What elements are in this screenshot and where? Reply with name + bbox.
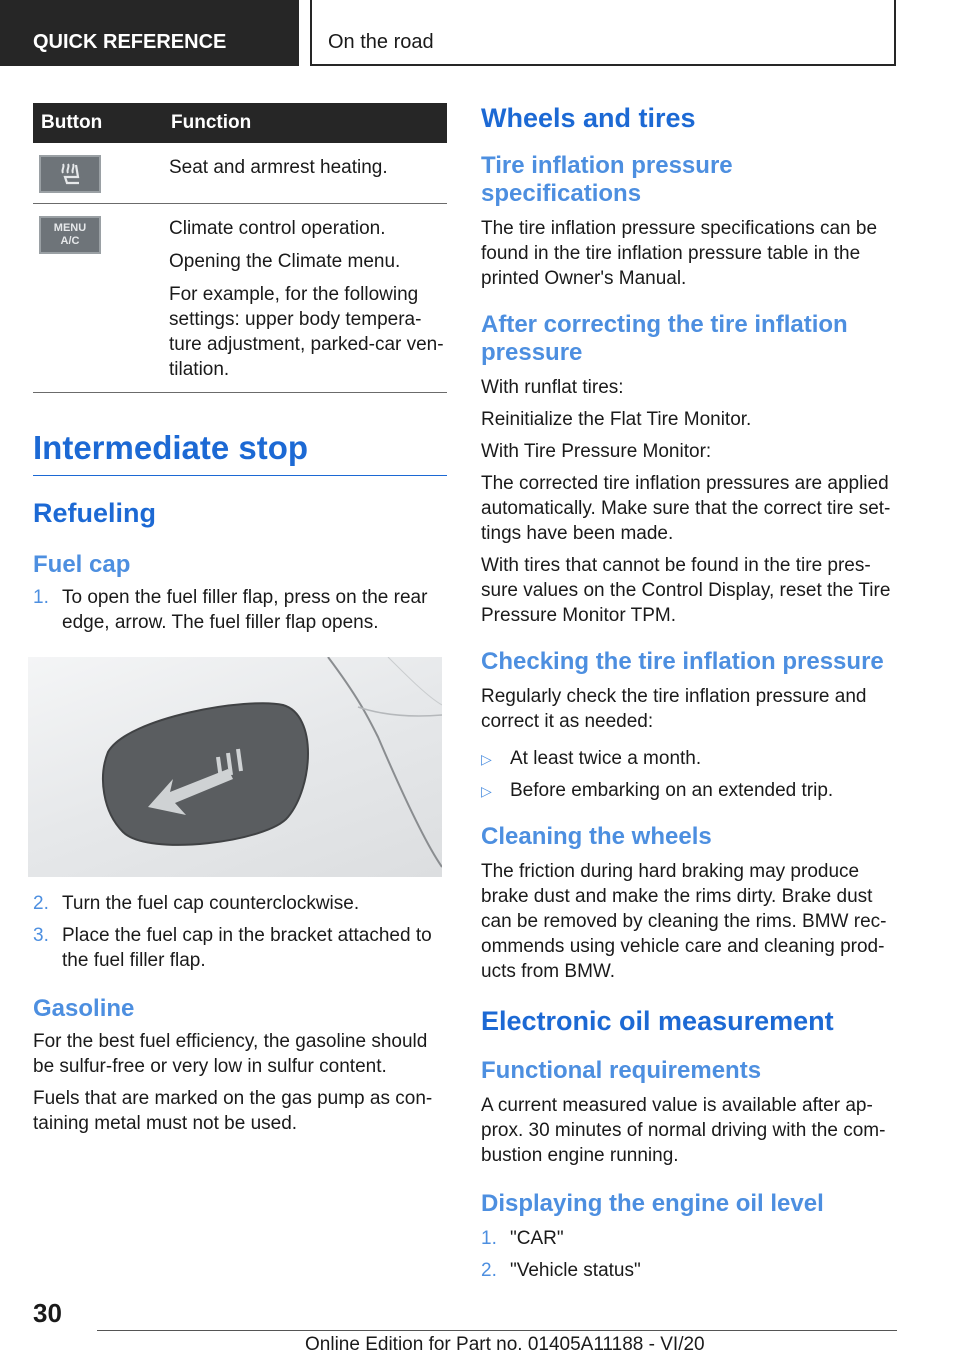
list-item: 2. Turn the fuel cap counterclockwise. xyxy=(33,893,360,914)
paragraph: The corrected tire inflation pressures are applied automatically. Make sure that the correct tire set-tings have been made. xyxy=(481,473,891,544)
subsection-title: Wheels and tires xyxy=(481,103,696,133)
section-tab: QUICK REFERENCE xyxy=(0,0,299,66)
topic-title: Functional requirements xyxy=(481,1057,762,1084)
chapter-tab: On the road xyxy=(310,0,896,66)
paragraph: The friction during hard braking may produce brake dust and make the rims dirty. Brake dust can be removed by cleaning the rims. BMW rec-ommends using vehicle care and cleaning prod-ucts from BMW. xyxy=(481,861,887,982)
list-item: 3. Place the fuel cap in the bracket attached to the fuel filler flap. xyxy=(33,925,432,971)
function-text: For example, for the following settings: upper body tempera-ture adjustment, parked-car ven-tilation. xyxy=(169,284,444,380)
paragraph: With tires that cannot be found in the tire pres-sure values on the Control Display, reset the Tire Pressure Monitor TPM. xyxy=(481,555,891,626)
paragraph: Fuels that are marked on the gas pump as con-taining metal must not be used. xyxy=(33,1088,433,1134)
function-text: Opening the Climate menu. xyxy=(169,251,401,272)
col-header-button: Button xyxy=(33,103,169,143)
topic-title: Tire inflation pressure specifications xyxy=(481,152,733,207)
paragraph: Regularly check the tire inflation pressure and correct it as needed: xyxy=(481,686,867,732)
list-item: 1. "CAR" xyxy=(481,1228,564,1249)
menu-ac-icon: MENU A/C xyxy=(39,216,101,254)
list-item: ▷ At least twice a month. xyxy=(481,748,702,769)
list-item: 2. "Vehicle status" xyxy=(481,1260,641,1281)
paragraph: Reinitialize the Flat Tire Monitor. xyxy=(481,409,752,430)
list-item: ▷ Before embarking on an extended trip. xyxy=(481,780,834,801)
page-number: 30 xyxy=(33,1298,62,1328)
fuel-filler-flap-image xyxy=(28,657,442,877)
edition-footer: Online Edition for Part no. 01405A11188 - VI/20 xyxy=(305,1334,705,1355)
section-title: Intermediate stop xyxy=(33,429,309,466)
list-item: 1. To open the fuel filler flap, press on the rear edge, arrow. The fuel filler flap opens. xyxy=(33,587,428,633)
col-header-function: Function xyxy=(169,103,447,143)
topic-title: Gasoline xyxy=(33,995,135,1022)
paragraph: For the best fuel efficiency, the gasoline should be sulfur-free or very low in sulfur content. xyxy=(33,1031,428,1077)
paragraph: With runflat tires: xyxy=(481,377,624,398)
paragraph: A current measured value is available after ap-prox. 30 minutes of normal driving with the com-bustion engine running. xyxy=(481,1095,886,1166)
paragraph: With Tire Pressure Monitor: xyxy=(481,441,712,462)
topic-title: Cleaning the wheels xyxy=(481,823,712,850)
table-row xyxy=(33,143,447,204)
topic-title: Checking the tire inflation pressure xyxy=(481,648,884,675)
paragraph: The tire inflation pressure specifications can be found in the tire inflation pressure table in the printed Owner's Manual. xyxy=(481,218,878,289)
topic-title: Fuel cap xyxy=(33,551,131,578)
subsection-title: Electronic oil measurement xyxy=(481,1006,834,1036)
footer-divider xyxy=(97,1330,897,1331)
table-row xyxy=(33,204,447,393)
function-text: Climate control operation. xyxy=(169,218,386,239)
right-column xyxy=(481,103,897,1290)
function-text: Seat and armrest heating. xyxy=(169,157,388,178)
topic-title: After correcting the tire inflation pressure xyxy=(481,311,848,366)
subsection-title: Refueling xyxy=(33,498,157,528)
topic-title: Displaying the engine oil level xyxy=(481,1190,824,1217)
seat-heating-icon xyxy=(39,155,101,193)
button-function-table xyxy=(33,103,447,393)
left-column xyxy=(33,103,447,1143)
